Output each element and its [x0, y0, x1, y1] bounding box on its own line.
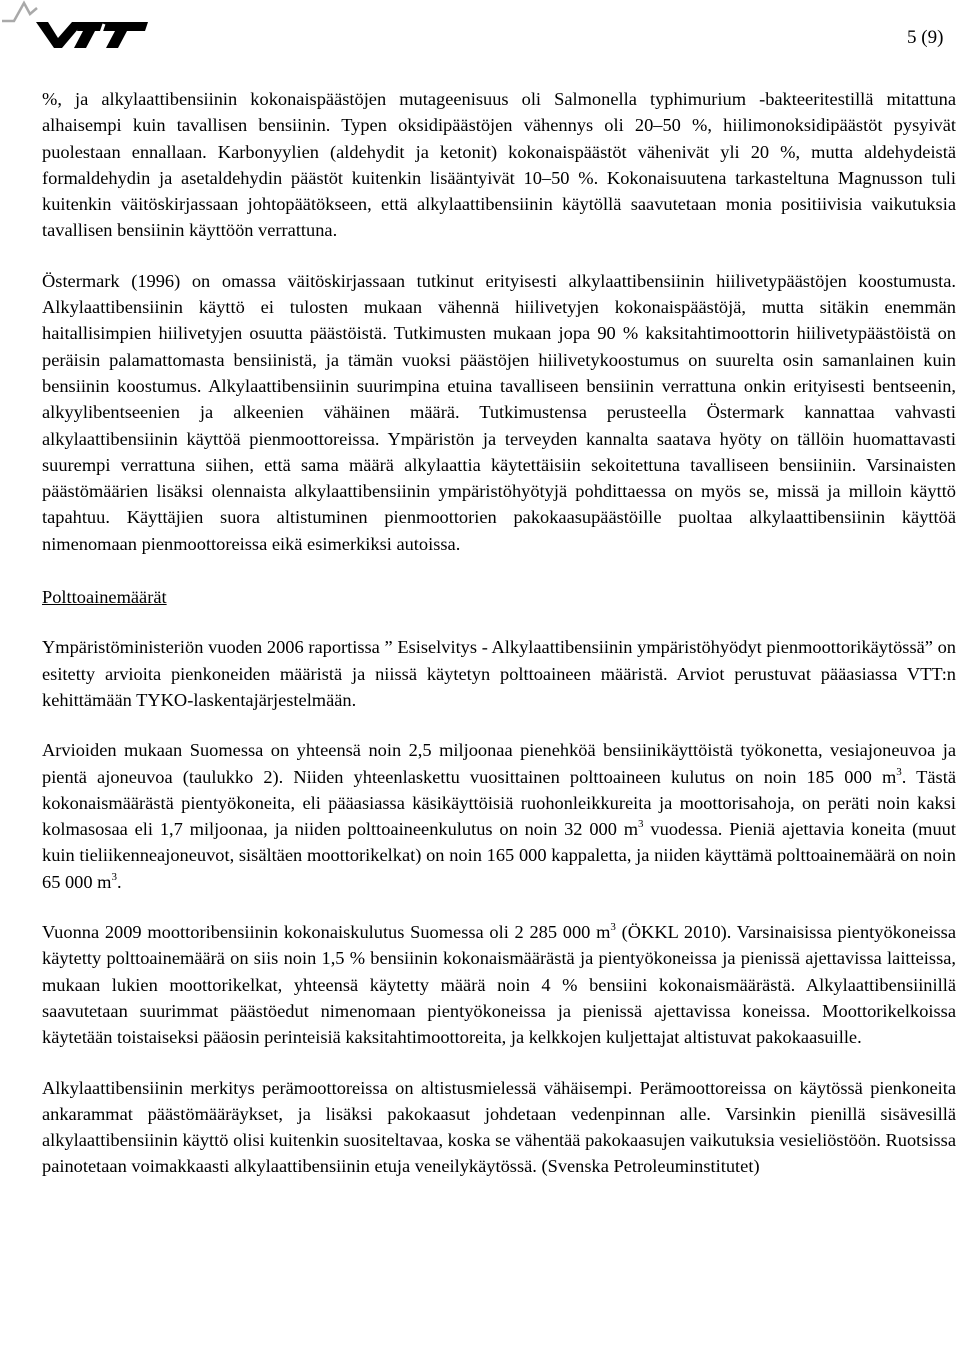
paragraph-4-text-3: vuodessa. Pieniä ajettavia koneita (muut kuin tieliikenneajoneuvot, sisältäen moottorikelkat) on noin 165 000 kappaletta, ja niiden käyttämä polttoainemäärä on noin 65 000 m — [42, 819, 956, 892]
paragraph-5-text-1: Vuonna 2009 moottoribensiinin kokonaiskulutus Suomessa oli 2 285 000 m — [42, 922, 611, 943]
paragraph-2: Östermark (1996) on omassa väitöskirjassaan tutkinut erityisesti alkylaattibensiinin hiilivetypäästöjen koostumusta. Alkylaattibensiinin käyttö ei tulosten mukaan vähennä hiilivetyjen kokonaispäästöjä, mutta sitäkin enemmän haitallisimpien hiilivetyjen osuutta päästöistä. Tutkimusten mukaan jopa 90 % kaksitahtimoottorin hiilivetypäästöistä on peräisin palamattomasta bensiinistä, ja tämän vuoksi päästöjen hiilivetykoostumus on suurelta osin samanlainen kuin bensiinin koostumus. Alkylaattibensiinin suurimpina etuina tavalliseen bensiinin verrattuna onkin erityisesti bentseenin, alkyylibentseenien ja alkeenien vähäinen määrä. Tutkimustensa perusteella Östermark kannattaa vahvasti alkylaattibensiinin käyttöä pienmoottoreissa. Ympäristön ja terveyden kannalta saatava hyöty on tällöin huomattavasti suurempi verrattuna siihen, että sama määrä alkylaattia käytettäisiin sekoitettuna tavalliseen bensiiniin. Varsinaisten päästömäärien lisäksi olennaista alkylaattibensiinin ympäristöhyötyjä pohdittaessa on myös se, missä ja milloin käyttö tapahtuu. Käyttäjien suora altistuminen pienmoottorien pakokaasupäästöille puoltaa alkylaattibensiinin käyttöä nimenomaan pienmoottoreissa eikä esimerkiksi autoissa. — [42, 270, 956, 554]
superscript-cubic: 3 — [610, 921, 616, 934]
paragraph-3: Ympäristöministeriön vuoden 2006 raportissa ” Esiselvitys - Alkylaattibensiinin ympäristöhyödyt pienmoottorikäytössä” on esitetty arvioita pienkoneiden määristä ja niissä käytetyn polttoaineen määristä. Arviot perustuvat pääasiassa VTT:n kehittämään TYKO-laskentajärjestelmään. — [42, 637, 956, 710]
paragraph-1: %, ja alkylaattibensiinin kokonaispäästöjen mutageenisuus oli Salmonella typhimurium -bakteeritestillä mitattuna alhaisempi kuin tavallisen bensiinin. Typen oksidipäästöjen vähennys oli 20–50 %, hiilimonoksidipäästöt pysyivät puolestaan ennallaan. Karbonyylien (aldehydit ja ketonit) kokonaispäästöt vähenivät yli 20 %, mutta aldehydeistä formaldehydin ja asetaldehydin päästöt kuitenkin lisääntyivät 10–50 %. Kokonaisuutena tarkasteltuna Magnusson tuli kuitenkin väitöskirjassaan johtopäätökseen, että alkylaattibensiinin käytöllä saavutetaan monia positiivisia vaikutuksia tavallisen bensiinin käyttöön verrattuna. — [42, 89, 956, 241]
paragraph-4-text-1: Arvioiden mukaan Suomessa on yhteensä noin 2,5 miljoonaa pienehköä bensiinikäyttöistä työkonetta, vesiajoneuvoa ja pientä ajoneuvoa (taulukko 2). Niiden yhteenlaskettu vuosittainen polttoaineen kulutus on noin 185 000 m — [42, 740, 956, 787]
superscript-cubic: 3 — [111, 870, 117, 883]
page-number: 5 (9) — [907, 27, 944, 48]
superscript-cubic: 3 — [638, 818, 644, 831]
paragraph-5-text-2: (ÖKKL 2010). Varsinaisissa pientyökoneissa käytetty polttoainemäärä on siis noin 1,5 % bensiinin kokonaismäärästä ja pientyökoneissa ja pienissä ajettavissa laitteissa, mukaan lukien moottorikelkat, yhteensä käytetty määrä noin 4 % bensiini kokonaismäärästä. Alkylaattibensiinillä saavutetaan suurimmat päästöedut nimenomaan pientyökoneissa ja pienissä ajettavissa koneissa. Moottorikelkoissa käytetään toistaiseksi pääosin perinteisiä kaksitahtimoottoreita, ja kelkkojen kuljettajat altistuvat pakokaasuille. — [42, 922, 956, 1048]
superscript-cubic: 3 — [896, 765, 902, 778]
paragraph-4-text-4: . — [116, 871, 122, 892]
document-body — [42, 86, 956, 1180]
paragraph-4-text-2: . Tästä kokonaismäärästä pientyökoneita, eli pääasiassa käsikäyttöisiä ruohonleikkureita ja moottorisahoja, on peräti noin kaksi kolmasosaa eli 1,7 miljoonaa, ja niiden polttoaineenkulutus on noin 32 000 m — [42, 766, 956, 840]
section-heading: Polttoainemäärät — [42, 587, 167, 608]
paragraph-4 — [42, 737, 956, 895]
vtt-logo — [0, 0, 150, 56]
paragraph-6: Alkylaattibensiinin merkitys perämoottoreissa on altistusmielessä vähäisempi. Perämoottoreissa on käytössä pienkoneita ankarammat päästömääräykset, ja lisäksi pakokaasut johdetaan vedenpinnan alle. Varsinkin pienillä sisävesillä alkylaattibensiinin käyttö olisi kuitenkin suositeltavaa, koska se vähentää pakokaasujen vaikutuksia vesieliöstöön. Ruotsissa painotetaan voimakkaasti alkylaattibensiinin etuja veneilykäytössä. (Svenska Petroleuminstitutet) — [42, 1077, 956, 1177]
vtt-logo-graphic — [0, 0, 150, 56]
paragraph-5 — [42, 919, 956, 1050]
